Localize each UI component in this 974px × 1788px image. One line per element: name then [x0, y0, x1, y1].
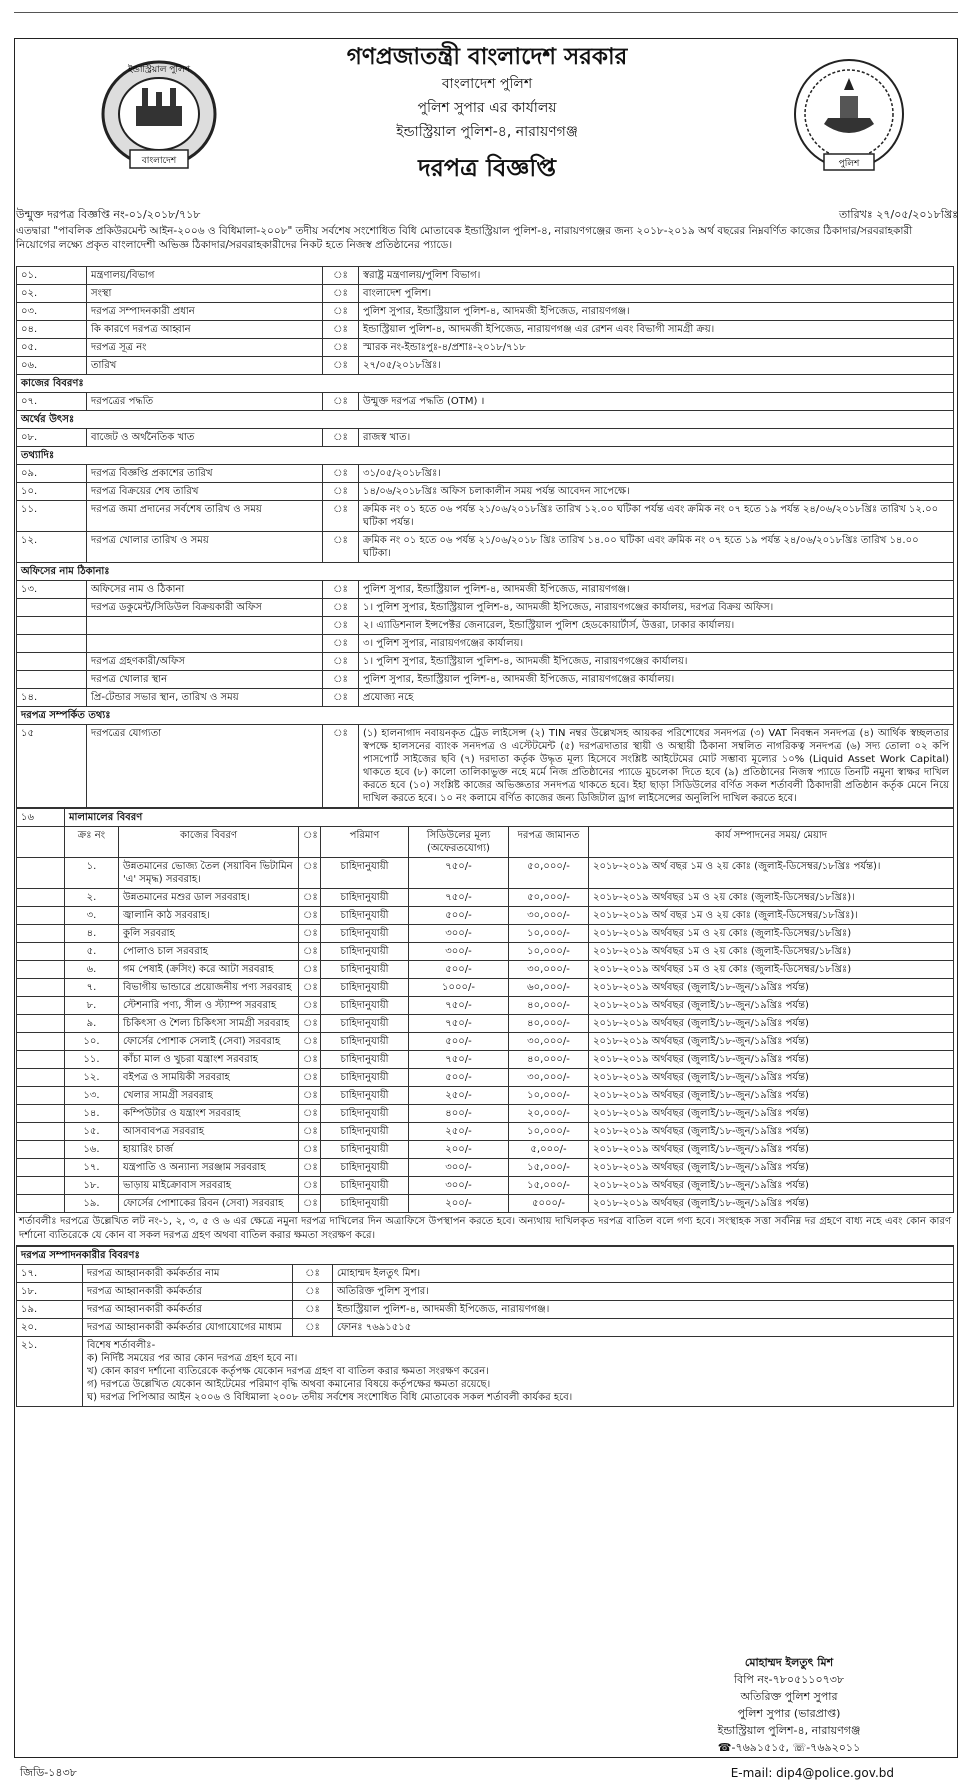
item-qty: চাহিদানুযায়ী — [321, 1195, 409, 1213]
item-sl: ১১. — [65, 1051, 119, 1069]
table-row: ২১. বিশেষ শর্তাবলীঃ- ক) নির্দিষ্ট সময়ের পর আর কোন দরপত্র গ্রহণ হবে না। খ) কোন কারণ দর্শানো ব্যতিরেকে কর্তৃপক্ষ যেকোন দরপত্র গ্রহণ বা বাতিল করার ক্ষমতা সংরক্ষণ করেন। গ) দরপত্রে উল্লেখিত যেকোন আইটেমের পরিমাণ বৃদ্ধি অথবা কমানোর বিষয়ে কর্তৃপক্ষের ক্ষমতা রয়েছে। ঘ) দরপত্র পিপিআর আইন ২০০৬ ও বিধিমালা ২০০৮ তদীয় সর্বশেষ সংশোধিত বিধি মোতাবেক সকল শর্তাবলী কার্যকর হবে। — [17, 1337, 954, 1407]
item-desc: খেলার সামগ্রী সরবরাহ — [119, 1087, 299, 1105]
item-desc: স্টেশনারি পণ্য, সীল ও স্ট্যাম্প সরবরাহ — [119, 997, 299, 1015]
item-period: ২০১৮-২০১৯ অর্থবছর (জুলাই/১৮-জুন/১৯খ্রিঃ পর্যন্ত) — [589, 1123, 954, 1141]
item-period: ২০১৮-২০১৯ অর্থবছর (জুলাই/১৮-জুন/১৯খ্রিঃ পর্যন্ত) — [589, 1087, 954, 1105]
item-sl: ২. — [65, 889, 119, 907]
section-work: কাজের বিবরণঃ — [17, 375, 954, 393]
item-row: ১২. বইপত্র ও সাময়িকী সরবরাহ ঃ চাহিদানুযায়ী ৫০০/- ৩০,০০০/- ২০১৮-২০১৯ অর্থবছর (জুলাই/১৮-জুন/১৯খ্রিঃ পর্যন্ত) — [17, 1069, 954, 1087]
row-number: ১৭. — [17, 1265, 83, 1283]
row-value: (১) হালনাগাদ নবায়নকৃত ট্রেড লাইসেন্স (২) TIN নম্বর উল্লেখসহ আয়কর পরিশোধের সনদপত্র (৩) VAT নিবন্ধন সনদপত্র (৪) আর্থিক স্বচ্ছলতার স্বপক্ষে হালসনের ব্যাংক সনদপত্র ও এস্টেটমেন্ট (৫) দরপত্রদাতার স্থায়ী ও অস্থায়ী ঠিকানা সম্বলিত নাগরিকত্ব সনদপত্র (৬) সদ্য তোলা ০২ কপি পাসপোর্ট সাইজের ছবি (৭) দরদাতা কর্তৃক উদ্ধৃত মূল্য হিসেবে সংশ্লিষ্ট আইটেমের মোট সম্ভাব্য মূল্যের ১০% (Liquid Asset Work Capital) থাকতে হবে (৮) কালো তালিকাভুক্ত নহে মর্মে নিজ প্রতিষ্ঠানের প্যাডে মুচলেকা দিতে হবে (৯) প্রতিষ্ঠানের নিজস্ব প্যাডে তিনটি নমুনা স্বাক্ষর দাখিল করতে হবে (১০) সংশ্লিষ্ট কাজের অভিজ্ঞতার সনদপত্র থাকতে হবে। ইহা ছাড়া সিডিউলের বর্ণিত সকল শর্তাবলী ঠিকাদারী প্রতিষ্ঠান কর্তৃক মেনে নিয়ে দাখিল করতে হবে। ১০ নং কলামে বর্ণিত কাজের জন্য ডিজিটাল ড্রাগ লাইসেন্সের অনুলিপি দাখিল করতে হবে। — [359, 725, 954, 808]
item-deposit: ১০,০০০/- — [509, 925, 589, 943]
row-value: পুলিশ সুপার, ইন্ডাস্ট্রিয়াল পুলিশ-৪, আদমজী ইপিজেড, নারায়ণগঞ্জ। — [359, 303, 954, 321]
item-qty: চাহিদানুযায়ী — [321, 1123, 409, 1141]
item-row: ৯. চিকিৎসা ও শৈল্য চিকিৎসা সামগ্রী সরবরাহ ঃ চাহিদানুযায়ী ৭৫০/- ৪০,০০০/- ২০১৮-২০১৯ অর্থবছর (জুলাই/১৮-জুন/১৯খ্রিঃ পর্যন্ত) — [17, 1015, 954, 1033]
special-condition-line: ঘ) দরপত্র পিপিআর আইন ২০০৬ ও বিধিমালা ২০০৮ তদীয় সর্বশেষ সংশোধিত বিধি মোতাবেক সকল শর্তাবলী কার্যকর হবে। — [87, 1392, 573, 1403]
item-price: ৩০০/- — [409, 1177, 509, 1195]
email-link[interactable]: E-mail: dip4@police.gov.bd — [730, 1766, 894, 1780]
item-period: ২০১৮-২০১৯ অর্থবছর ১ম ও ২য় কোঃ (জুলাই-ডিসেম্বর/১৮খ্রিঃ)। — [589, 889, 954, 907]
table-row: ১৯. দরপত্র আহ্বানকারী কর্মকর্তার ঃ ইন্ডাস্ট্রিয়াল পুলিশ-৪, আদমজী ইপিজেড, নারায়ণগঞ্জ। — [17, 1301, 954, 1319]
item-price: ৭৫০/- — [409, 1015, 509, 1033]
item-qty: চাহিদানুযায়ী — [321, 1069, 409, 1087]
row-label: দরপত্রের যোগ্যতা — [87, 725, 323, 808]
item-price: ৫০০/- — [409, 1069, 509, 1087]
row-value: ক্রমিক নং ০১ হতে ০৬ পর্যন্ত ২১/০৬/২০১৮ খ্রিঃ তারিখ ১৪.০০ ঘটিকা এবং ক্রমিক নং ০৭ হতে ১৯ পর্যন্ত ২৪/০৬/২০১৮খ্রিঃ তারিখ ১৪.০০ ঘটিকা। — [359, 532, 954, 563]
item-price: ২০০/- — [409, 1141, 509, 1159]
row-value: স্বরাষ্ট্র মন্ত্রণালয়/পুলিশ বিভাগ। — [359, 267, 954, 285]
item-qty: চাহিদানুযায়ী — [321, 889, 409, 907]
row-label: দরপত্র বিক্রয়ের শেষ তারিখ — [87, 483, 323, 501]
special-condition-line: ক) নির্দিষ্ট সময়ের পর আর কোন দরপত্র গ্রহণ হবে না। — [87, 1353, 298, 1364]
item-period: ২০১৮-২০১৯ অর্থবছর ১ম ও ২য় কোঃ (জুলাই-ডিসেম্বর/১৮খ্রিঃ) — [589, 925, 954, 943]
row-label: দরপত্র বিজ্ঞপ্তি প্রকাশের তারিখ — [87, 465, 323, 483]
item-row: ১৯. ফোর্সের পোশাকের রিবন (সেবা) সরবরাহ ঃ চাহিদানুযায়ী ২০০/- ৫০০০/- ২০১৮-২০১৯ অর্থবছর (জুলাই/১৮-জুন/১৯খ্রিঃ পর্যন্ত) — [17, 1195, 954, 1213]
section-tender: দরপত্র সম্পর্কিত তথ্যঃ — [17, 707, 954, 725]
item-sl: ১৭. — [65, 1159, 119, 1177]
signatory-rank: অতিরিক্ত পুলিশ সুপার — [740, 1690, 838, 1703]
table-row: ১৩. অফিসের নাম ও ঠিকানা ঃ পুলিশ সুপার, ইন্ডাস্ট্রিয়াল পুলিশ-৪, আদমজী ইপিজেড, নারায়ণগঞ্জ। — [17, 581, 954, 599]
item-deposit: ১০,০০০/- — [509, 1123, 589, 1141]
item-sl: ১০. — [65, 1033, 119, 1051]
item-deposit: ২০,০০০/- — [509, 1105, 589, 1123]
row-number: ০১. — [17, 267, 87, 285]
item-qty: চাহিদানুযায়ী — [321, 1033, 409, 1051]
row-number: ০৬. — [17, 357, 87, 375]
table-row: ১০. দরপত্র বিক্রয়ের শেষ তারিখ ঃ ১৪/০৬/২০১৮খ্রিঃ অফিস চলাকালীন সময় পর্যন্ত আবেদন সাপেক্ষে। — [17, 483, 954, 501]
table-row: ০২. সংস্থা ঃ বাংলাদেশ পুলিশ। — [17, 285, 954, 303]
memo-line — [16, 208, 958, 222]
row-label: দরপত্র আহ্বানকারী কর্মকর্তার — [83, 1301, 293, 1319]
item-sl: ১৬. — [65, 1141, 119, 1159]
item-sl: ১৪. — [65, 1105, 119, 1123]
item-deposit: ৫০,০০০/- — [509, 889, 589, 907]
item-period: ২০১৮-২০১৯ অর্থ বছর ১ম ও ২য় কোঃ (জুলাই-ডিসেম্বর/১৮খ্রিঃ)। — [589, 907, 954, 925]
item-deposit: ৫০০০/- — [509, 1195, 589, 1213]
item-qty: চাহিদানুযায়ী — [321, 997, 409, 1015]
section-official: দরপত্র সম্পাদনকারীর বিবরণঃ — [17, 1247, 954, 1265]
item-sl: ৬. — [65, 961, 119, 979]
table-row: ০৬. তারিখ ঃ ২৭/০৫/২০১৮খ্রিঃ। — [17, 357, 954, 375]
item-sl: ১৫. — [65, 1123, 119, 1141]
row-number: ১১. — [17, 501, 87, 532]
row-value: ইন্ডাস্ট্রিয়াল পুলিশ-৪, আদমজী ইপিজেড, নারায়ণগঞ্জ। — [333, 1301, 954, 1319]
item-period: ২০১৮-২০১৯ অর্থবছর (জুলাই/১৮-জুন/১৯খ্রিঃ পর্যন্ত) — [589, 997, 954, 1015]
item-qty: চাহিদানুযায়ী — [321, 943, 409, 961]
row-label: সংস্থা — [87, 285, 323, 303]
row-label: দরপত্র খোলার তারিখ ও সময় — [87, 532, 323, 563]
item-qty: চাহিদানুযায়ী — [321, 1051, 409, 1069]
police-title: বাংলাদেশ পুলিশ — [441, 76, 533, 92]
row-value: ২৭/০৫/২০১৮খ্রিঃ। — [359, 357, 954, 375]
row-label: তারিখ — [87, 357, 323, 375]
item-qty: চাহিদানুযায়ী — [321, 979, 409, 997]
item-deposit: ১০,০০০/- — [509, 943, 589, 961]
item-desc: কাঁচা মাল ও খুচরা যন্ত্রাংশ সরবরাহ — [119, 1051, 299, 1069]
row-value: ১৪/০৬/২০১৮খ্রিঃ অফিস চলাকালীন সময় পর্যন্ত আবেদন সাপেক্ষে। — [359, 483, 954, 501]
item-row: ১৭. যন্ত্রপাতি ও অন্যান্য সরঞ্জাম সরবরাহ ঃ চাহিদানুযায়ী ৩০০/- ১৫,০০০/- ২০১৮-২০১৯ অর্থবছর (জুলাই/১৮-জুন/১৯খ্রিঃ পর্যন্ত) — [17, 1159, 954, 1177]
row-value: ইন্ডাস্ট্রিয়াল পুলিশ-৪, আদমজী ইপিজেড, নারায়ণগঞ্জ এর রেশন এবং বিভাগী সামগ্রী ক্রয়। — [359, 321, 954, 339]
item-price: ২০০/- — [409, 1195, 509, 1213]
item-desc: কম্পিউটার ও যন্ত্রাংশ সরবরাহ — [119, 1105, 299, 1123]
notice-header — [200, 42, 774, 188]
row-label: কি কারণে দরপত্র আহ্বান — [87, 321, 323, 339]
row-value: বাংলাদেশ পুলিশ। — [359, 285, 954, 303]
item-qty: চাহিদানুযায়ী — [321, 1141, 409, 1159]
item-desc: বইপত্র ও সাময়িকী সরবরাহ — [119, 1069, 299, 1087]
row-value: ক্রমিক নং ০১ হতে ০৬ পর্যন্ত ২১/০৬/২০১৮খ্রিঃ তারিখ ১২.০০ ঘটিকা পর্যন্ত এবং ক্রমিক নং ০৭ হতে ১৯ পর্যন্ত ২৪/০৬/২০১৮খ্রিঃ তারিখ ১২.০০ ঘটিকা পর্যন্ত। — [359, 501, 954, 532]
table-row: ০৫. দরপত্র সূত্র নং ঃ স্মারক নং-ইন্ডাঃপুঃ-৪/প্রশাঃ-২০১৮/৭১৮ — [17, 339, 954, 357]
special-condition-line: গ) দরপত্রে উল্লেখিত যেকোন আইটেমের পরিমাণ বৃদ্ধি অথবা কমানোর বিষয়ে কর্তৃপক্ষের ক্ষমতা রয়েছে। — [87, 1379, 491, 1390]
item-row: ১৩. খেলার সামগ্রী সরবরাহ ঃ চাহিদানুযায়ী ২৫০/- ১০,০০০/- ২০১৮-২০১৯ অর্থবছর (জুলাই/১৮-জুন/১৯খ্রিঃ পর্যন্ত) — [17, 1087, 954, 1105]
item-price: ২৫০/- — [409, 1087, 509, 1105]
item-period: ২০১৮-২০১৯ অর্থবছর (জুলাই/১৮-জুন/১৯খ্রিঃ পর্যন্ত) — [589, 1069, 954, 1087]
item-price: ৭৫০/- — [409, 997, 509, 1015]
table-row: ০৪. কি কারণে দরপত্র আহ্বান ঃ ইন্ডাস্ট্রিয়াল পুলিশ-৪, আদমজী ইপিজেড, নারায়ণগঞ্জ এর রেশন এবং বিভাগী সামগ্রী ক্রয়। — [17, 321, 954, 339]
item-price: ১০০০/- — [409, 979, 509, 997]
item-price: ৭৫০/- — [409, 889, 509, 907]
row-number: ০৫. — [17, 339, 87, 357]
item-period: ২০১৮-২০১৯ অর্থবছর ১ম ও ২য় কোঃ (জুলাই-ডিসেম্বর/১৮খ্রিঃ) — [589, 943, 954, 961]
item-deposit: ৫০,০০০/- — [509, 858, 589, 889]
item-deposit: ৫,০০০/- — [509, 1141, 589, 1159]
item-qty: চাহিদানুযায়ী — [321, 1177, 409, 1195]
item-period: ২০১৮-২০১৯ অর্থবছর (জুলাই/১৮-জুন/১৯খ্রিঃ পর্যন্ত) — [589, 1159, 954, 1177]
item-deposit: ৩০,০০০/- — [509, 1033, 589, 1051]
item-desc: ফোর্সের পোশাকের রিবন (সেবা) সরবরাহ — [119, 1195, 299, 1213]
unit-title: ইন্ডাস্ট্রিয়াল পুলিশ-৪, নারায়ণগঞ্জ — [396, 124, 578, 140]
item-desc: বিভাগীয় ভান্ডারে প্রয়োজনীয় পণ্য সরবরাহ — [119, 979, 299, 997]
item-price: ২৫০/- — [409, 1123, 509, 1141]
item-price: ৫০০/- — [409, 1033, 509, 1051]
table-row: ১১. দরপত্র জমা প্রদানের সর্বশেষ তারিখ ও সময় ঃ ক্রমিক নং ০১ হতে ০৬ পর্যন্ত ২১/০৬/২০১৮খ্রিঃ তারিখ ১২.০০ ঘটিকা পর্যন্ত এবং ক্রমিক নং ০৭ হতে ১৯ পর্যন্ত ২৪/০৬/২০১৮খ্রিঃ তারিখ ১২.০০ ঘটিকা পর্যন্ত। — [17, 501, 954, 532]
item-row: ১৪. কম্পিউটার ও যন্ত্রাংশ সরবরাহ ঃ চাহিদানুযায়ী ৪০০/- ২০,০০০/- ২০১৮-২০১৯ অর্থবছর (জুলাই/১৮-জুন/১৯খ্রিঃ পর্যন্ত) — [17, 1105, 954, 1123]
item-row: ১৬. হায়ারিং চার্জ ঃ চাহিদানুযায়ী ২০০/- ৫,০০০/- ২০১৮-২০১৯ অর্থবছর (জুলাই/১৮-জুন/১৯খ্রিঃ পর্যন্ত) — [17, 1141, 954, 1159]
item-row: ৪. কুলি সরবরাহ ঃ চাহিদানুযায়ী ৩০০/- ১০,০০০/- ২০১৮-২০১৯ অর্থবছর ১ম ও ২য় কোঃ (জুলাই-ডিসেম্বর/১৮খ্রিঃ) — [17, 925, 954, 943]
items-header-row: ক্রঃ নং কাজের বিবরণ ঃ পরিমাণ সিডিউলের মূল্য (অফেরতযোগ্য) দরপত্র জামানত কার্য সম্পাদনের সময়/ মেয়াদ — [17, 827, 954, 858]
item-deposit: ১০,০০০/- — [509, 1087, 589, 1105]
govt-title: গণপ্রজাতন্ত্রী বাংলাদেশ সরকার — [346, 44, 628, 70]
item-deposit: ৪০,০০০/- — [509, 1051, 589, 1069]
table-row: ০৯. দরপত্র বিজ্ঞপ্তি প্রকাশের তারিখ ঃ ৩১/০৫/২০১৮খ্রিঃ। — [17, 465, 954, 483]
item-deposit: ৬০,০০০/- — [509, 979, 589, 997]
item-desc: হায়ারিং চার্জ — [119, 1141, 299, 1159]
table-row: ১৫ দরপত্রের যোগ্যতা ঃ (১) হালনাগাদ নবায়নকৃত ট্রেড লাইসেন্স (২) TIN নম্বর উল্লেখসহ আয়কর পরিশোধের সনদপত্র (৩) VAT নিবন্ধন সনদপত্র (৪) আর্থিক স্বচ্ছলতার স্বপক্ষে হালসনের ব্যাংক সনদপত্র ও এস্টেটমেন্ট (৫) দরপত্রদাতার স্থায়ী ও অস্থায়ী ঠিকানা সম্বলিত নাগরিকত্ব সনদপত্র (৬) সদ্য তোলা ০২ কপি পাসপোর্ট সাইজের ছবি (৭) দরদাতা কর্তৃক উদ্ধৃত মূল্য হিসেবে সংশ্লিষ্ট আইটেমের মোট সম্ভাব্য মূল্যের ১০% (Liquid Asset Work Capital) থাকতে হবে (৮) কালো তালিকাভুক্ত নহে মর্মে নিজ প্রতিষ্ঠানের প্যাডে মুচলেকা দিতে হবে (৯) প্রতিষ্ঠানের নিজস্ব প্যাডে তিনটি নমুনা স্বাক্ষর দাখিল করতে হবে (১০) সংশ্লিষ্ট কাজের অভিজ্ঞতার সনদপত্র থাকতে হবে। ইহা ছাড়া সিডিউলের বর্ণিত সকল শর্তাবলী ঠিকাদারী প্রতিষ্ঠান কর্তৃক মেনে নিয়ে দাখিল করতে হবে। ১০ নং কলামে বর্ণিত কাজের জন্য ডিজিটাল ড্রাগ লাইসেন্সের অনুলিপি দাখিল করতে হবে। — [17, 725, 954, 808]
item-price: ৩০০/- — [409, 1159, 509, 1177]
signature-block — [684, 1654, 894, 1756]
table-row: দরপত্র গ্রহণকারী/অফিস ঃ ১। পুলিশ সুপার, ইন্ডাস্ট্রিয়াল পুলিশ-৪, আদমজী ইপিজেড, নারায়ণগঞ্জের কার্যালয়। — [17, 653, 954, 671]
item-desc: পোলাও চাল সরবরাহ — [119, 943, 299, 961]
item-qty: চাহিদানুযায়ী — [321, 1159, 409, 1177]
section-info: তথ্যাদিঃ — [17, 447, 954, 465]
item-qty: চাহিদানুযায়ী — [321, 961, 409, 979]
row-label: মন্ত্রণালয়/বিভাগ — [87, 267, 323, 285]
tender-info-table — [16, 266, 954, 808]
item-row: ১৫. আসবাবপত্র সরবরাহ ঃ চাহিদানুযায়ী ২৫০/- ১০,০০০/- ২০১৮-২০১৯ অর্থবছর (জুলাই/১৮-জুন/১৯খ্রিঃ পর্যন্ত) — [17, 1123, 954, 1141]
signatory-unit: ইন্ডাস্ট্রিয়াল পুলিশ-৪, নারায়ণগঞ্জ — [717, 1724, 861, 1737]
table-row: ঃ ২। এ্যাডিশনাল ইন্সপেক্টর জেনারেল, ইন্ডাস্ট্রিয়াল পুলিশ হেডকোয়ার্টার্স, উত্তরা, ঢাকার কার্যালয়। — [17, 617, 954, 635]
notice-title: দরপত্র বিজ্ঞপ্তি — [418, 154, 556, 182]
item-desc: যন্ত্রপাতি ও অন্যান্য সরঞ্জাম সরবরাহ — [119, 1159, 299, 1177]
item-period: ২০১৮-২০১৯ অর্থবছর (জুলাই/১৮-জুন/১৯খ্রিঃ পর্যন্ত) — [589, 1015, 954, 1033]
row-value: অতিরিক্ত পুলিশ সুপার। — [333, 1283, 954, 1301]
item-desc: ভাড়ায় মাইক্রোবাস সরবরাহ — [119, 1177, 299, 1195]
table-row: ১৪. প্রি-টেন্ডার সভার স্থান, তারিখ ও সময় ঃ প্রযোজ্য নহে — [17, 689, 954, 707]
item-sl: ১৯. — [65, 1195, 119, 1213]
item-sl: ১৮. — [65, 1177, 119, 1195]
table-row: ১২. দরপত্র খোলার তারিখ ও সময় ঃ ক্রমিক নং ০১ হতে ০৬ পর্যন্ত ২১/০৬/২০১৮ খ্রিঃ তারিখ ১৪.০০ ঘটিকা এবং ক্রমিক নং ০৭ হতে ১৯ পর্যন্ত ২৪/০৬/২০১৮খ্রিঃ তারিখ ১৪.০০ ঘটিকা। — [17, 532, 954, 563]
row-number: ০৯. — [17, 465, 87, 483]
item-price: ৫০০/- — [409, 961, 509, 979]
item-row: ১০. ফোর্সের পোশাক সেলাই (সেবা) সরবরাহ ঃ চাহিদানুযায়ী ৫০০/- ৩০,০০০/- ২০১৮-২০১৯ অর্থবছর (জুলাই/১৮-জুন/১৯খ্রিঃ পর্যন্ত) — [17, 1033, 954, 1051]
table-row: ০৭. দরপত্রের পদ্ধতি ঃ উন্মুক্ত দরপত্র পদ্ধতি (OTM) । — [17, 393, 954, 411]
logo-text-top: ইন্ডাস্ট্রিয়াল পুলিশ — [127, 65, 191, 75]
office-title: পুলিশ সুপার এর কার্যালয় — [417, 100, 557, 116]
row-value: স্মারক নং-ইন্ডাঃপুঃ-৪/প্রশাঃ-২০১৮/৭১৮ — [359, 339, 954, 357]
item-row: ২. উন্নতমানের মশুর ডাল সরবরাহ। ঃ চাহিদানুযায়ী ৭৫০/- ৫০,০০০/- ২০১৮-২০১৯ অর্থবছর ১ম ও ২য় কোঃ (জুলাই-ডিসেম্বর/১৮খ্রিঃ)। — [17, 889, 954, 907]
item-period: ২০১৮-২০১৯ অর্থবছর (জুলাই/১৮-জুন/১৯খ্রিঃ পর্যন্ত) — [589, 979, 954, 997]
item-sl: ৫. — [65, 943, 119, 961]
item-sl: ১২. — [65, 1069, 119, 1087]
item-qty: চাহিদানুযায়ী — [321, 1105, 409, 1123]
official-table — [16, 1246, 954, 1407]
item-price: ৪০০/- — [409, 1105, 509, 1123]
item-sl: ৮. — [65, 997, 119, 1015]
item-period: ২০১৮-২০১৯ অর্থবছর (জুলাই/১৮-জুন/১৯খ্রিঃ পর্যন্ত) — [589, 1195, 954, 1213]
item-sl: ৯. — [65, 1015, 119, 1033]
row-number: ০৪. — [17, 321, 87, 339]
item-desc: জ্বালানি কাঠ সরবরাহ। — [119, 907, 299, 925]
row-label: দরপত্র আহ্বানকারী কর্মকর্তার — [83, 1283, 293, 1301]
item-sl: ৩. — [65, 907, 119, 925]
row-number: ০৩. — [17, 303, 87, 321]
table-row: দরপত্র ডকুমেন্ট/সিডিউল বিক্রয়কারী অফিস ঃ ১। পুলিশ সুপার, ইন্ডাস্ট্রিয়াল পুলিশ-৪, আদমজী ইপিজেড, নারায়ণগঞ্জের কার্যালয়, দরপত্র বিক্রয় অফিস। — [17, 599, 954, 617]
item-desc: চিকিৎসা ও শৈল্য চিকিৎসা সামগ্রী সরবরাহ — [119, 1015, 299, 1033]
item-sl: ১৩. — [65, 1087, 119, 1105]
conditions-text: শর্তাবলীঃ দরপত্রে উল্লেখিত লট নং-১, ২, ৩, ৫ ও ৬ এর ক্ষেত্রে নমুনা দরপত্র দাখিলের দিন অত্রাফিসে উপস্থাপন করতে হবে। অন্যথায় দাখিলকৃত দরপত্র বাতিল বলে গণ্য হবে। সংস্থাহক সত্তা সর্বনিম্ন দর গ্রহণে বাধ্য নহে এবং কোন কারণ দর্শানো ব্যতিরেকে যে কোন বা সকল দরপত্র গ্রহণ অথবা বাতিল করার ক্ষমতা সংরক্ষণ করে। — [16, 1213, 954, 1246]
item-sl: ৭. — [65, 979, 119, 997]
item-price: ৭৫০/- — [409, 858, 509, 889]
row-label: দরপত্র জমা প্রদানের সর্বশেষ তারিখ ও সময় — [87, 501, 323, 532]
item-qty: চাহিদানুযায়ী — [321, 1087, 409, 1105]
item-period: ২০১৮-২০১৯ অর্থবছর (জুলাই/১৮-জুন/১৯খ্রিঃ পর্যন্ত) — [589, 1033, 954, 1051]
item-sl: ১. — [65, 858, 119, 889]
section-fund: অর্থের উৎসঃ — [17, 411, 954, 429]
item-row: ৭. বিভাগীয় ভান্ডারে প্রয়োজনীয় পণ্য সরবরাহ ঃ চাহিদানুযায়ী ১০০০/- ৬০,০০০/- ২০১৮-২০১৯ অর্থবছর (জুলাই/১৮-জুন/১৯খ্রিঃ পর্যন্ত) — [17, 979, 954, 997]
row-number: ১২. — [17, 532, 87, 563]
item-qty: চাহিদানুযায়ী — [321, 925, 409, 943]
table-row: ০৮. বাজেট ও অর্থনৈতিক খাত ঃ রাজস্ব খাত। — [17, 429, 954, 447]
item-desc: গম পেষাই (ক্রসিং) করে আটা সরবরাহ — [119, 961, 299, 979]
item-desc: কুলি সরবরাহ — [119, 925, 299, 943]
top-divider — [14, 12, 958, 13]
signatory-role: পুলিশ সুপার (ভারপ্রাপ্ত) — [737, 1707, 841, 1720]
items-title: মালামালের বিবরণ — [65, 809, 954, 827]
table-row: ২০. দরপত্র আহ্বানকারী কর্মকর্তার যোগাযোগের মাধ্যম ঃ ফোনঃ ৭৬৯১৫১৫ — [17, 1319, 954, 1337]
signatory-name: মোহাম্মদ ইলতুৎ মিশ — [744, 1656, 834, 1669]
item-period: ২০১৮-২০১৯ অর্থবছর (জুলাই/১৮-জুন/১৯খ্রিঃ পর্যন্ত) — [589, 1141, 954, 1159]
item-qty: চাহিদানুযায়ী — [321, 1015, 409, 1033]
item-period: ২০১৮-২০১৯ অর্থবছর (জুলাই/১৮-জুন/১৯খ্রিঃ পর্যন্ত) — [589, 1177, 954, 1195]
row-number: ২০. — [17, 1319, 83, 1337]
item-period: ২০১৮-২০১৯ অর্থবছর (জুলাই/১৮-জুন/১৯খ্রিঃ পর্যন্ত) — [589, 1105, 954, 1123]
section-office: অফিসের নাম ঠিকানাঃ — [17, 563, 954, 581]
item-sl: ৪. — [65, 925, 119, 943]
item-row: ৩. জ্বালানি কাঠ সরবরাহ। ঃ চাহিদানুযায়ী ৫০০/- ৩০,০০০/- ২০১৮-২০১৯ অর্থ বছর ১ম ও ২য় কোঃ (জুলাই-ডিসেম্বর/১৮খ্রিঃ)। — [17, 907, 954, 925]
row-number: ১৫ — [17, 725, 87, 808]
signatory-phone: ☎-৭৬৯১৫১৫, ☏-৭৬৯২০১১ — [717, 1741, 861, 1754]
item-price: ৫০০/- — [409, 907, 509, 925]
row-number: ১০. — [17, 483, 87, 501]
table-row: ১৮. দরপত্র আহ্বানকারী কর্মকর্তার ঃ অতিরিক্ত পুলিশ সুপার। — [17, 1283, 954, 1301]
item-row: ৮. স্টেশনারি পণ্য, সীল ও স্ট্যাম্প সরবরাহ ঃ চাহিদানুযায়ী ৭৫০/- ৪০,০০০/- ২০১৮-২০১৯ অর্থবছর (জুলাই/১৮-জুন/১৯খ্রিঃ পর্যন্ত) — [17, 997, 954, 1015]
table-row: ০১. মন্ত্রণালয়/বিভাগ ঃ স্বরাষ্ট্র মন্ত্রণালয়/পুলিশ বিভাগ। — [17, 267, 954, 285]
item-deposit: ৪০,০০০/- — [509, 997, 589, 1015]
item-row: ১৮. ভাড়ায় মাইক্রোবাস সরবরাহ ঃ চাহিদানুযায়ী ৩০০/- ১৫,০০০/- ২০১৮-২০১৯ অর্থবছর (জুলাই/১৮-জুন/১৯খ্রিঃ পর্যন্ত) — [17, 1177, 954, 1195]
row-label: দরপত্র আহ্বানকারী কর্মকর্তার নাম — [83, 1265, 293, 1283]
item-qty: চাহিদানুযায়ী — [321, 907, 409, 925]
memo-number: উন্মুক্ত দরপত্র বিজ্ঞপ্তি নং-০১/২০১৮/৭১৮ — [16, 208, 201, 221]
item-row: ৫. পোলাও চাল সরবরাহ ঃ চাহিদানুযায়ী ৩০০/- ১০,০০০/- ২০১৮-২০১৯ অর্থবছর ১ম ও ২য় কোঃ (জুলাই-ডিসেম্বর/১৮খ্রিঃ) — [17, 943, 954, 961]
item-period: ২০১৮-২০১৯ অর্থ বছর ১ম ও ২য় কোঃ (জুলাই-ডিসেম্বর/১৮খ্রিঃ পর্যন্ত)। — [589, 858, 954, 889]
item-deposit: ৪০,০০০/- — [509, 1015, 589, 1033]
table-row: দরপত্র খোলার স্থান ঃ পুলিশ সুপার, ইন্ডাস্ট্রিয়াল পুলিশ-৪, আদমজী ইপিজেড, নারায়ণগঞ্জের কার্যালয়। — [17, 671, 954, 689]
item-row: ৬. গম পেষাই (ক্রসিং) করে আটা সরবরাহ ঃ চাহিদানুযায়ী ৫০০/- ৩০,০০০/- ২০১৮-২০১৯ অর্থবছর ১ম ও ২য় কোঃ (জুলাই-ডিসেম্বর/১৮খ্রিঃ) — [17, 961, 954, 979]
row-number: ১৮. — [17, 1283, 83, 1301]
item-period: ২০১৮-২০১৯ অর্থবছর ১ম ও ২য় কোঃ (জুলাই-ডিসেম্বর/১৮খ্রিঃ) — [589, 961, 954, 979]
memo-date: তারিখঃ ২৭/০৫/২০১৮খ্রিঃ — [838, 208, 958, 221]
table-row: ০৩. দরপত্র সম্পাদনকারী প্রধান ঃ পুলিশ সুপার, ইন্ডাস্ট্রিয়াল পুলিশ-৪, আদমজী ইপিজেড, নারায়ণগঞ্জ। — [17, 303, 954, 321]
item-price: ৩০০/- — [409, 925, 509, 943]
item-deposit: ১৫,০০০/- — [509, 1177, 589, 1195]
row-value: মোহাম্মদ ইলতুৎ মিশ। — [333, 1265, 954, 1283]
row-value: ফোনঃ ৭৬৯১৫১৫ — [333, 1319, 954, 1337]
item-period: ২০১৮-২০১৯ অর্থবছর (জুলাই/১৮-জুন/১৯খ্রিঃ পর্যন্ত) — [589, 1051, 954, 1069]
item-deposit: ৩০,০০০/- — [509, 961, 589, 979]
item-desc: উন্নতমানের ভোজ্য তৈল (সয়াবিন ভিটামিন 'এ' সমৃদ্ধ) সরবরাহ। — [119, 858, 299, 889]
item-price: ৭৫০/- — [409, 1051, 509, 1069]
item-price: ৩০০/- — [409, 943, 509, 961]
row-number: ১৯. — [17, 1301, 83, 1319]
items-table: ১৬ মালামালের বিবরণ ক্রঃ নং কাজের বিবরণ ঃ পরিমাণ সিডিউলের মূল্য (অফেরতযোগ্য) দরপত্র জামানত কার্য সম্পাদনের সময়/ মেয়াদ ১. উন্নতমানের ভোজ্য তৈল (সয়াবিন ভিটামিন 'এ' সমৃদ্ধ) সরবরাহ। ঃ চাহিদানুযায়ী ৭৫০/- ৫০,০০০/- ২০১৮-২০১৯ অর্থ বছর ১ম ও ২য় কোঃ (জুলাই-ডিসেম্বর/১৮খ্রিঃ পর্যন্ত)। ২. উন্নতমানের মশুর ডাল সরবরাহ। ঃ চাহিদানুযায়ী ৭৫০/- ৫০,০০০/- ২০১৮-২০১৯ অর্থবছর ১ম ও ২য় কোঃ (জুলাই-ডিসেম্বর/১৮খ্রিঃ)। ৩. জ্বালানি কাঠ সরবরাহ। ঃ চাহিদানুযায়ী ৫০০/- ৩০,০০০/- ২০১৮-২০১৯ অর্থ বছর ১ম ও ২য় কোঃ (জুলাই-ডিসেম্বর/১৮খ্রিঃ)। ৪. কুলি সরবরাহ ঃ চাহিদানুযায়ী ৩০০/- ১০,০০০/- ২০১৮-২০১৯ অর্থবছর ১ম ও ২য় কোঃ (জুলাই-ডিসেম্বর/১৮খ্রিঃ) ৫. পোলাও চাল সরবরাহ ঃ চাহিদানুযায়ী ৩০০/- ১০,০০০/- ২০১৮-২০১৯ অর্থবছর ১ম ও ২য় কোঃ (জুলাই-ডিসেম্বর/১৮খ্রিঃ) ৬. গম পেষাই (ক্রসিং) করে আটা সরবরাহ ঃ চাহিদানুযায়ী ৫০০/- ৩০,০০০/- ২০১৮-২০১৯ অর্থবছর ১ম ও ২য় কোঃ (জুলাই-ডিসেম্বর/১৮খ্রিঃ) ৭. বিভাগীয় ভান্ডারে প্রয়োজনীয় পণ্য সরবরাহ ঃ চাহিদানুযায়ী ১০০০/- ৬০,০০০/- ২০১৮-২০১৯ অর্থবছর (জুলাই/১৮-জুন/১৯খ্রিঃ পর্যন্ত) ৮. স্টেশনারি পণ্য, সীল ও স্ট্যাম্প সরবরাহ ঃ চাহিদানুযায়ী ৭৫০/- ৪০,০০০/- ২০১৮-২০১৯ অর্থবছর (জুলাই/১৮-জুন/১৯খ্রিঃ পর্যন্ত) ৯. চিকিৎসা ও শৈল্য চিকিৎসা সামগ্রী সরবরাহ ঃ চাহিদানুযায়ী ৭৫০/- ৪০,০০০/- ২০১৮-২০১৯ অর্থবছর (জুলাই/১৮-জুন/১৯খ্রিঃ পর্যন্ত) ১০. ফোর্সের পোশাক সেলাই (সেবা) সরবরাহ ঃ চাহিদানুযায়ী ৫০০/- ৩০,০০০/- ২০১৮-২০১৯ অর্থবছর (জুলাই/১৮-জুন/১৯খ্রিঃ পর্যন্ত) ১১. কাঁচা মাল ও খুচরা যন্ত্রাংশ সরবরাহ ঃ চাহিদানুযায়ী ৭৫০/- ৪০,০০০/- ২০১৮-২০১৯ অর্থবছর (জুলাই/১৮-জুন/১৯খ্রিঃ পর্যন্ত) ১২. বইপত্র ও সাময়িকী সরবরাহ ঃ চাহিদানুযায়ী ৫০০/- ৩০,০০০/- ২০১৮-২০১৯ অর্থবছর (জুলাই/১৮-জুন/১৯খ্রিঃ পর্যন্ত) ১৩. খেলার সামগ্রী সরবরাহ ঃ চাহিদানুযায়ী ২৫০/- ১০,০০০/- ২০১৮-২০১৯ অর্থবছর (জুলাই/১৮-জুন/১৯খ্রিঃ পর্যন্ত) ১৪. কম্পিউটার ও যন্ত্রাংশ সরবরাহ ঃ চাহিদানুযায়ী ৪০০/- ২০,০০০/- ২০১৮-২০১৯ অর্থবছর (জুলাই/১৮-জুন/১৯খ্রিঃ পর্যন্ত) ১৫. আসবাবপত্র সরবরাহ ঃ চাহিদানুযায়ী ২৫০/- ১০,০০০/- ২০১৮-২০১৯ অর্থবছর (জুলাই/১৮-জুন/১৯খ্রিঃ পর্যন্ত) ১৬. হায়ারিং চার্জ ঃ চাহিদানুযায়ী ২০০/- ৫,০০০/- ২০১৮-২০১৯ অর্থবছর (জুলাই/১৮-জুন/১৯খ্রিঃ পর্যন্ত) ১৭. যন্ত্রপাতি ও অন্যান্য সরঞ্জাম সরবরাহ ঃ চাহিদানুযায়ী ৩০০/- ১৫,০০০/- ২০১৮-২০১৯ অর্থবছর (জুলাই/১৮-জুন/১৯খ্রিঃ পর্যন্ত) ১৮. ভাড়ায় মাইক্রোবাস সরবরাহ ঃ চাহিদানুযায়ী ৩০০/- ১৫,০০০/- ২০১৮-২০১৯ অর্থবছর (জুলাই/১৮-জুন/১৯খ্রিঃ পর্যন্ত) ১৯. ফোর্সের পোশাকের রিবন (সেবা) সরবরাহ ঃ চাহিদানুযায়ী ২০০/- ৫০০০/- ২০১৮-২০১৯ অর্থবছর (জুলাই/১৮-জুন/১৯খ্রিঃ পর্যন্ত) — [16, 808, 954, 1213]
bangladesh-police-emblem — [790, 58, 908, 176]
item-desc: উন্নতমানের মশুর ডাল সরবরাহ। — [119, 889, 299, 907]
item-row: ১১. কাঁচা মাল ও খুচরা যন্ত্রাংশ সরবরাহ ঃ চাহিদানুযায়ী ৭৫০/- ৪০,০০০/- ২০১৮-২০১৯ অর্থবছর (জুলাই/১৮-জুন/১৯খ্রিঃ পর্যন্ত) — [17, 1051, 954, 1069]
item-desc: আসবাবপত্র সরবরাহ — [119, 1123, 299, 1141]
special-condition-line: খ) কোন কারণ দর্শানো ব্যতিরেকে কর্তৃপক্ষ যেকোন দরপত্র গ্রহণ বা বাতিল করার ক্ষমতা সংরক্ষণ করেন। — [87, 1366, 489, 1377]
item-desc: ফোর্সের পোশাক সেলাই (সেবা) সরবরাহ — [119, 1033, 299, 1051]
row-label: দরপত্র আহ্বানকারী কর্মকর্তার যোগাযোগের মাধ্যম — [83, 1319, 293, 1337]
table-row: ঃ ৩। পুলিশ সুপার, নারায়ণগঞ্জের কার্যালয়। — [17, 635, 954, 653]
row-number: ০২. — [17, 285, 87, 303]
item-deposit: ১৫,০০০/- — [509, 1159, 589, 1177]
item-qty: চাহিদানুযায়ী — [321, 858, 409, 889]
special-conditions: বিশেষ শর্তাবলীঃ- ক) নির্দিষ্ট সময়ের পর আর কোন দরপত্র গ্রহণ হবে না। খ) কোন কারণ দর্শানো ব্যতিরেকে কর্তৃপক্ষ যেকোন দরপত্র গ্রহণ বা বাতিল করার ক্ষমতা সংরক্ষণ করেন। গ) দরপত্রে উল্লেখিত যেকোন আইটেমের পরিমাণ বৃদ্ধি অথবা কমানোর বিষয়ে কর্তৃপক্ষের ক্ষমতা রয়েছে। ঘ) দরপত্র পিপিআর আইন ২০০৬ ও বিধিমালা ২০০৮ তদীয় সর্বশেষ সংশোধিত বিধি মোতাবেক সকল শর্তাবলী কার্যকর হবে। — [83, 1337, 954, 1407]
logo-text-bottom: বাংলাদেশ — [141, 156, 177, 166]
row-label: দরপত্র সূত্র নং — [87, 339, 323, 357]
footer-code: জিডি-১৪৩৮ — [20, 1766, 77, 1779]
emblem-text: পুলিশ — [838, 159, 860, 169]
row-value: ৩১/০৫/২০১৮খ্রিঃ। — [359, 465, 954, 483]
row-label: দরপত্র সম্পাদনকারী প্রধান — [87, 303, 323, 321]
intro-paragraph: এতদ্বারা "পাবলিক প্রকিউরমেন্ট আইন-২০০৬ ও বিধিমালা-২০০৮" তদীয় সর্বশেষ সংশোধিত বিধি মোতাবেক ইন্ডাস্ট্রিয়াল পুলিশ-৪, নারায়ণগঞ্জের জন্য ২০১৮-২০১৯ অর্থ বছরের নিম্নবর্ণিত কাজের ঠিকাদার/সরবরাহকারী নিয়োগের লক্ষ্যে প্রকৃত বাংলাদেশী অভিজ্ঞ ঠিকাদার/সরবরাহকারীদের নিকট হতে নিজস্ব প্রতিষ্ঠানের প্যাডে। — [16, 225, 913, 251]
table-row: ১৭. দরপত্র আহ্বানকারী কর্মকর্তার নাম ঃ মোহাম্মদ ইলতুৎ মিশ। — [17, 1265, 954, 1283]
item-row: ১. উন্নতমানের ভোজ্য তৈল (সয়াবিন ভিটামিন 'এ' সমৃদ্ধ) সরবরাহ। ঃ চাহিদানুযায়ী ৭৫০/- ৫০,০০০/- ২০১৮-২০১৯ অর্থ বছর ১ম ও ২য় কোঃ (জুলাই-ডিসেম্বর/১৮খ্রিঃ পর্যন্ত)। — [17, 858, 954, 889]
item-deposit: ৩০,০০০/- — [509, 1069, 589, 1087]
signatory-bp: বিপি নং-৭৮০৫১১০৭৩৮ — [733, 1673, 845, 1686]
item-deposit: ৩০,০০০/- — [509, 907, 589, 925]
